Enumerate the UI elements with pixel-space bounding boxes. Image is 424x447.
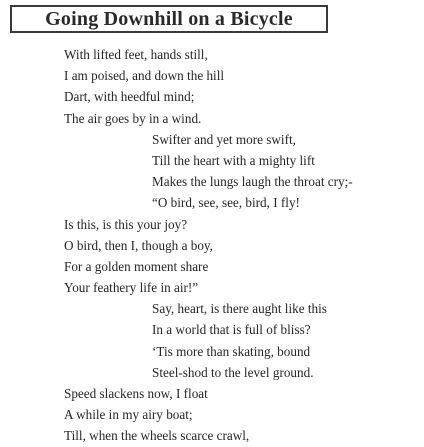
poem-line: For a golden moment share (64, 258, 209, 274)
poem-line: I am poised, and down the hill (64, 68, 225, 84)
poem-line: Swifter and yet more swift, (152, 131, 296, 147)
poem-line: With lifted feet, hands still, (64, 47, 208, 62)
poem-line: Your feathery life in air!” (64, 280, 199, 296)
poem-line: Say, heart, is there aught like this (152, 301, 327, 317)
poem-line: Is this, is this your joy? (64, 216, 188, 232)
poem-title: Going Downhill on a Bicycle (45, 7, 293, 30)
poem-line: Till, when the wheels scarce crawl, (64, 428, 250, 444)
title-box (10, 5, 328, 33)
poem-line: Dart, with heedful mind; (64, 89, 195, 105)
poem-line: “O bird, see, see, bird, I fly! (152, 195, 300, 211)
poem-body (64, 44, 420, 447)
poem-line: In a world that is full of bliss? (152, 322, 311, 338)
poem-line: Till the heart with a mighty lift (152, 152, 315, 168)
poem-line: O bird, then I, though a boy, (64, 237, 213, 253)
poem-line: ‘Tis more than skating, bound (152, 343, 311, 359)
poem-line: Speed slackens now, I float (64, 386, 208, 401)
poem-line: A while in my airy boat; (64, 407, 193, 423)
poem-line: Makes the lungs laugh the throat cry;- (152, 174, 353, 190)
poem-line: Steel-shod to the level ground. (152, 364, 314, 380)
poem-line: The air goes by in a wind. (64, 110, 202, 126)
